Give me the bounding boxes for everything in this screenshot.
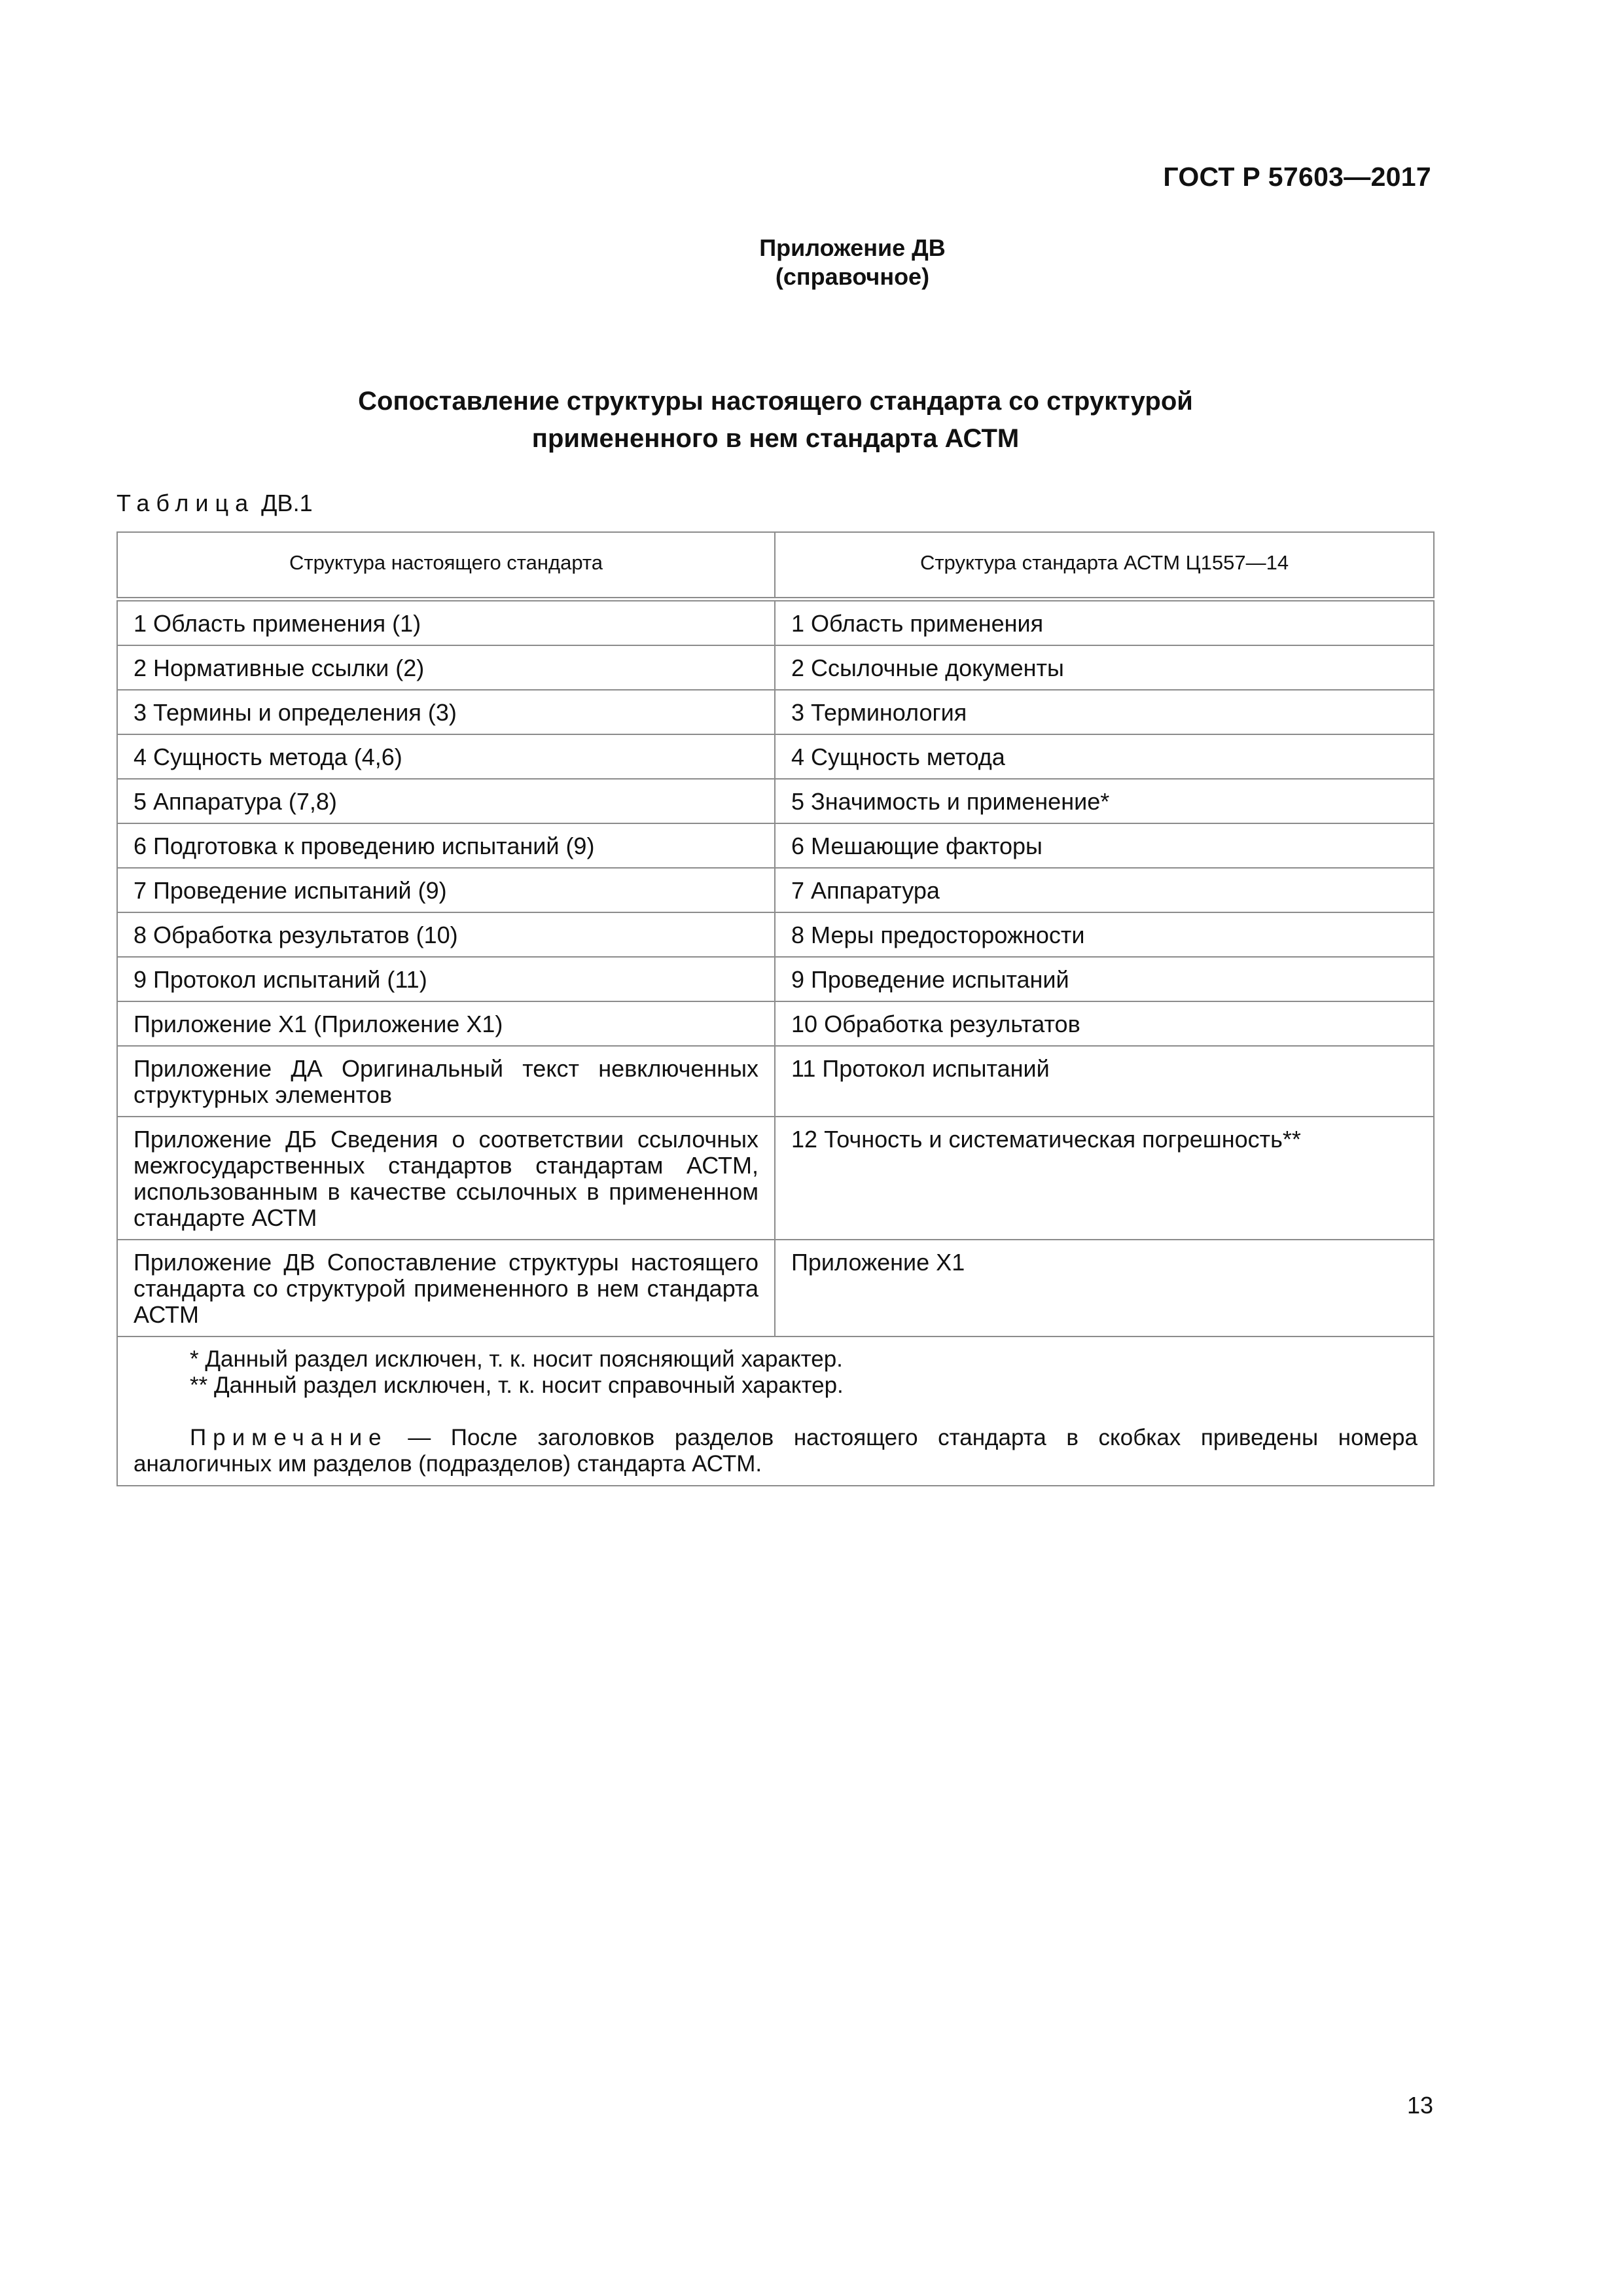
cell-current-structure: 4 Сущность метода (4,6) bbox=[117, 734, 775, 779]
table-row bbox=[117, 600, 1434, 646]
cell-astm-structure: 1 Область применения bbox=[775, 600, 1434, 646]
table-row bbox=[117, 1001, 1434, 1046]
table-caption bbox=[116, 490, 313, 517]
table-row bbox=[117, 734, 1434, 779]
footnote-2: ** Данный раздел исключен, т. к. носит справочный характер. bbox=[190, 1372, 844, 1398]
cell-current-structure: Приложение ДА Оригинальный текст невключенных структурных элементов bbox=[117, 1046, 775, 1117]
document-code: ГОСТ Р 57603—2017 bbox=[1163, 162, 1431, 192]
cell-current-structure: Приложение ДВ Сопоставление структуры настоящего стандарта со структурой примененного в нем стандарта АСТМ bbox=[117, 1240, 775, 1336]
table-row bbox=[117, 957, 1434, 1001]
cell-current-structure: 3 Термины и определения (3) bbox=[117, 690, 775, 734]
table-footer bbox=[117, 1336, 1434, 1486]
column-header-current: Структура настоящего стандарта bbox=[117, 532, 775, 600]
cell-astm-structure: 4 Сущность метода bbox=[775, 734, 1434, 779]
table-row bbox=[117, 823, 1434, 868]
table-row bbox=[117, 868, 1434, 912]
table-row bbox=[117, 645, 1434, 690]
note-text: — После заголовков разделов настоящего стандарта в скобках приведены номера аналогичных им разделов (подразделов) стандарта АСТМ. bbox=[134, 1425, 1418, 1477]
table-footer-row bbox=[117, 1336, 1434, 1486]
table-row bbox=[117, 912, 1434, 957]
cell-current-structure: 9 Протокол испытаний (11) bbox=[117, 957, 775, 1001]
cell-astm-structure: 11 Протокол испытаний bbox=[775, 1046, 1434, 1117]
table-row bbox=[117, 779, 1434, 823]
table-caption-id: ДВ.1 bbox=[261, 490, 313, 516]
page-title-line-2: примененного в нем стандарта АСТМ bbox=[531, 424, 1020, 453]
cell-astm-structure: 8 Меры предосторожности bbox=[775, 912, 1434, 957]
cell-astm-structure: 9 Проведение испытаний bbox=[775, 957, 1434, 1001]
cell-astm-structure: 12 Точность и систематическая погрешность** bbox=[775, 1117, 1434, 1240]
column-header-astm: Структура стандарта АСТМ Ц1557—14 bbox=[775, 532, 1434, 600]
cell-astm-structure: 7 Аппаратура bbox=[775, 868, 1434, 912]
cell-current-structure: 8 Обработка результатов (10) bbox=[117, 912, 775, 957]
table-caption-word: Таблица bbox=[116, 490, 255, 516]
cell-current-structure: 6 Подготовка к проведению испытаний (9) bbox=[117, 823, 775, 868]
appendix-subtitle: (справочное) bbox=[775, 263, 930, 290]
table-row bbox=[117, 1117, 1434, 1240]
cell-current-structure: 2 Нормативные ссылки (2) bbox=[117, 645, 775, 690]
note-label: Примечание bbox=[190, 1425, 388, 1450]
cell-astm-structure: 2 Ссылочные документы bbox=[775, 645, 1434, 690]
cell-current-structure: 1 Область применения (1) bbox=[117, 600, 775, 646]
cell-current-structure: Приложение ДБ Сведения о соответствии ссылочных межгосударственных стандартов стандартам АСТМ, использованным в качестве ссылочных в примененном стандарте АСТМ bbox=[117, 1117, 775, 1240]
cell-current-structure: Приложение Х1 (Приложение Х1) bbox=[117, 1001, 775, 1046]
cell-astm-structure: 3 Терминология bbox=[775, 690, 1434, 734]
page-number: 13 bbox=[1406, 2092, 1433, 2119]
page-title-line-1: Сопоставление структуры настоящего стандарта со структурой bbox=[358, 387, 1193, 416]
table-row bbox=[117, 1240, 1434, 1336]
table-note bbox=[134, 1425, 1418, 1477]
table-header-row bbox=[117, 532, 1434, 600]
cell-astm-structure: 5 Значимость и применение* bbox=[775, 779, 1434, 823]
appendix-title: Приложение ДВ bbox=[759, 234, 946, 261]
comparison-table bbox=[116, 531, 1435, 1486]
table-row bbox=[117, 1046, 1434, 1117]
footnote-1: * Данный раздел исключен, т. к. носит поясняющий характер. bbox=[190, 1346, 843, 1372]
cell-astm-structure: 6 Мешающие факторы bbox=[775, 823, 1434, 868]
cell-astm-structure: Приложение Х1 bbox=[775, 1240, 1434, 1336]
cell-astm-structure: 10 Обработка результатов bbox=[775, 1001, 1434, 1046]
table-row bbox=[117, 690, 1434, 734]
cell-current-structure: 5 Аппаратура (7,8) bbox=[117, 779, 775, 823]
page-title bbox=[116, 383, 1435, 457]
cell-current-structure: 7 Проведение испытаний (9) bbox=[117, 868, 775, 912]
